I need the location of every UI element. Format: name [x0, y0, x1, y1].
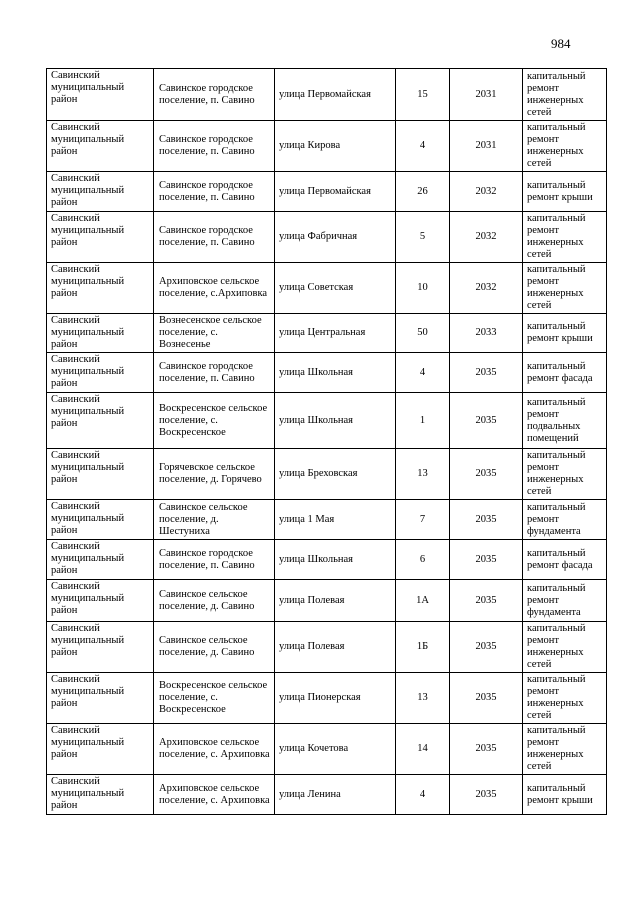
house-number-cell: 6	[396, 540, 450, 580]
settlement-cell: Савинское городское поселение, п. Савино	[154, 172, 275, 212]
district-cell: Савинский муниципальный район	[47, 540, 154, 580]
table-row	[47, 121, 607, 172]
street-cell: улица Кочетова	[275, 724, 396, 775]
year-cell: 2035	[450, 622, 523, 673]
year-cell: 2035	[450, 775, 523, 815]
work-type-cell: капитальный ремонт крыши	[523, 314, 607, 353]
house-number-cell: 50	[396, 314, 450, 353]
work-type-cell: капитальный ремонт фасада	[523, 540, 607, 580]
year-cell: 2035	[450, 540, 523, 580]
district-cell: Савинский муниципальный район	[47, 172, 154, 212]
housing-repair-table	[46, 68, 607, 815]
street-cell: улица Полевая	[275, 622, 396, 673]
street-cell: улица Фабричная	[275, 212, 396, 263]
settlement-cell: Архиповское сельское поселение, с. Архиповка	[154, 724, 275, 775]
year-cell: 2033	[450, 314, 523, 353]
house-number-cell: 13	[396, 449, 450, 500]
settlement-cell: Савинское городское поселение, п. Савино	[154, 121, 275, 172]
street-cell: улица Ленина	[275, 775, 396, 815]
year-cell: 2035	[450, 724, 523, 775]
settlement-cell: Горячевское сельское поселение, д. Горячево	[154, 449, 275, 500]
table-row	[47, 540, 607, 580]
work-type-cell: капитальный ремонт инженерных сетей	[523, 212, 607, 263]
year-cell: 2035	[450, 673, 523, 724]
street-cell: улица Бреховская	[275, 449, 396, 500]
settlement-cell: Воскресенское сельское поселение, с. Воскресенское	[154, 393, 275, 449]
street-cell: улица 1 Мая	[275, 500, 396, 540]
table-row	[47, 393, 607, 449]
year-cell: 2035	[450, 353, 523, 393]
work-type-cell: капитальный ремонт инженерных сетей	[523, 622, 607, 673]
table-row	[47, 500, 607, 540]
year-cell: 2031	[450, 69, 523, 121]
table-row	[47, 212, 607, 263]
district-cell: Савинский муниципальный район	[47, 353, 154, 393]
year-cell: 2035	[450, 449, 523, 500]
year-cell: 2035	[450, 500, 523, 540]
table-row	[47, 353, 607, 393]
house-number-cell: 4	[396, 775, 450, 815]
street-cell: улица Школьная	[275, 353, 396, 393]
district-cell: Савинский муниципальный район	[47, 775, 154, 815]
year-cell: 2035	[450, 393, 523, 449]
settlement-cell: Савинское городское поселение, п. Савино	[154, 353, 275, 393]
work-type-cell: капитальный ремонт крыши	[523, 172, 607, 212]
table-row	[47, 622, 607, 673]
work-type-cell: капитальный ремонт инженерных сетей	[523, 673, 607, 724]
table-row	[47, 449, 607, 500]
district-cell: Савинский муниципальный район	[47, 393, 154, 449]
district-cell: Савинский муниципальный район	[47, 121, 154, 172]
work-type-cell: капитальный ремонт инженерных сетей	[523, 69, 607, 121]
street-cell: улица Центральная	[275, 314, 396, 353]
settlement-cell: Архиповское сельское поселение, с. Архиповка	[154, 775, 275, 815]
year-cell: 2032	[450, 172, 523, 212]
table-row	[47, 314, 607, 353]
settlement-cell: Воскресенское сельское поселение, с. Воскресенское	[154, 673, 275, 724]
street-cell: улица Первомайская	[275, 69, 396, 121]
settlement-cell: Савинское городское поселение, п. Савино	[154, 540, 275, 580]
year-cell: 2035	[450, 580, 523, 622]
district-cell: Савинский муниципальный район	[47, 673, 154, 724]
house-number-cell: 15	[396, 69, 450, 121]
table-row	[47, 580, 607, 622]
year-cell: 2032	[450, 212, 523, 263]
district-cell: Савинский муниципальный район	[47, 263, 154, 314]
house-number-cell: 4	[396, 353, 450, 393]
work-type-cell: капитальный ремонт инженерных сетей	[523, 121, 607, 172]
house-number-cell: 26	[396, 172, 450, 212]
settlement-cell: Архиповское сельское поселение, с.Архиповка	[154, 263, 275, 314]
settlement-cell: Савинское сельское поселение, д. Шестуниха	[154, 500, 275, 540]
work-type-cell: капитальный ремонт инженерных сетей	[523, 724, 607, 775]
house-number-cell: 10	[396, 263, 450, 314]
table-row	[47, 775, 607, 815]
house-number-cell: 14	[396, 724, 450, 775]
street-cell: улица Полевая	[275, 580, 396, 622]
street-cell: улица Школьная	[275, 393, 396, 449]
house-number-cell: 7	[396, 500, 450, 540]
street-cell: улица Советская	[275, 263, 396, 314]
street-cell: улица Кирова	[275, 121, 396, 172]
house-number-cell: 1	[396, 393, 450, 449]
settlement-cell: Вознесенское сельское поселение, с. Вознесенье	[154, 314, 275, 353]
work-type-cell: капитальный ремонт крыши	[523, 775, 607, 815]
settlement-cell: Савинское сельское поселение, д. Савино	[154, 622, 275, 673]
year-cell: 2032	[450, 263, 523, 314]
district-cell: Савинский муниципальный район	[47, 580, 154, 622]
district-cell: Савинский муниципальный район	[47, 69, 154, 121]
work-type-cell: капитальный ремонт подвальных помещений	[523, 393, 607, 449]
table-row	[47, 263, 607, 314]
district-cell: Савинский муниципальный район	[47, 212, 154, 263]
work-type-cell: капитальный ремонт инженерных сетей	[523, 263, 607, 314]
settlement-cell: Савинское сельское поселение, д. Савино	[154, 580, 275, 622]
settlement-cell: Савинское городское поселение, п. Савино	[154, 212, 275, 263]
page-number: 984	[551, 36, 571, 51]
street-cell: улица Пионерская	[275, 673, 396, 724]
street-cell: улица Школьная	[275, 540, 396, 580]
table-row	[47, 69, 607, 121]
table-row	[47, 673, 607, 724]
district-cell: Савинский муниципальный район	[47, 500, 154, 540]
table-body	[47, 69, 607, 815]
house-number-cell: 1Б	[396, 622, 450, 673]
house-number-cell: 5	[396, 212, 450, 263]
year-cell: 2031	[450, 121, 523, 172]
work-type-cell: капитальный ремонт фундамента	[523, 500, 607, 540]
district-cell: Савинский муниципальный район	[47, 622, 154, 673]
district-cell: Савинский муниципальный район	[47, 314, 154, 353]
district-cell: Савинский муниципальный район	[47, 449, 154, 500]
table-row	[47, 724, 607, 775]
house-number-cell: 1А	[396, 580, 450, 622]
house-number-cell: 4	[396, 121, 450, 172]
street-cell: улица Первомайская	[275, 172, 396, 212]
table-row	[47, 172, 607, 212]
house-number-cell: 13	[396, 673, 450, 724]
settlement-cell: Савинское городское поселение, п. Савино	[154, 69, 275, 121]
work-type-cell: капитальный ремонт фундамента	[523, 580, 607, 622]
work-type-cell: капитальный ремонт фасада	[523, 353, 607, 393]
work-type-cell: капитальный ремонт инженерных сетей	[523, 449, 607, 500]
district-cell: Савинский муниципальный район	[47, 724, 154, 775]
